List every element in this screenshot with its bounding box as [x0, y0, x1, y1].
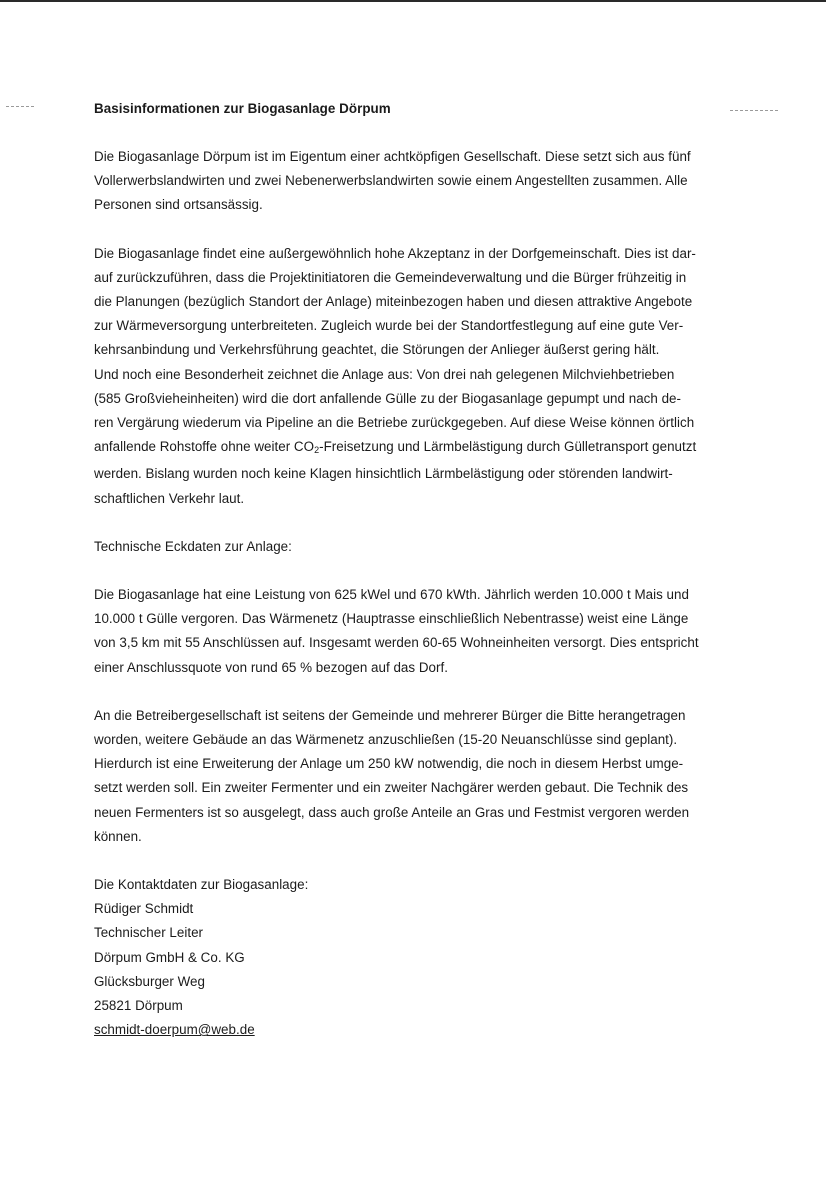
- text-line: Technische Eckdaten zur Anlage:: [94, 538, 292, 554]
- paragraph-acceptance: [94, 242, 734, 511]
- text-line: Die Biogasanlage Dörpum ist im Eigentum einer achtköpfigen Gesellschaft. Diese setzt sich aus fünf: [94, 149, 691, 164]
- scan-mark-left: [6, 106, 34, 107]
- co2-subscript: 2: [314, 445, 320, 456]
- text-fragment: -Freisetzung und Lärmbelästigung durch Gülletransport genutzt: [319, 439, 697, 455]
- text-line: schaftlichen Verkehr laut.: [94, 490, 245, 506]
- text-line: An die Betreibergesellschaft ist seitens der Gemeinde und mehrerer Bürger die Bitte herangetragen: [94, 707, 686, 723]
- text-line: Hierdurch ist eine Erweiterung der Anlage um 250 kW notwendig, die noch in diesem Herbst umge-: [94, 756, 684, 772]
- text-fragment: anfallende Rohstoffe ohne weiter CO: [94, 439, 315, 455]
- scan-edge-line: [0, 0, 826, 2]
- contact-role: Technischer Leiter: [94, 925, 204, 941]
- text-line: einer Anschlussquote von rund 65 % bezogen auf das Dorf.: [94, 659, 448, 675]
- contact-company: Dörpum GmbH & Co. KG: [94, 949, 245, 965]
- text-line: worden, weitere Gebäude an das Wärmenetz anzuschließen (15-20 Neuanschlüsse sind geplant).: [94, 732, 678, 748]
- text-line: können.: [94, 828, 142, 844]
- text-line: auf zurückzuführen, dass die Projektinitiatoren die Gemeindeverwaltung und die Bürger frühzeitig in: [94, 269, 687, 285]
- text-line-co2: [94, 435, 734, 462]
- text-line: Die Biogasanlage hat eine Leistung von 625 kWel und 670 kWth. Jährlich werden 10.000 t Mais und: [94, 587, 689, 603]
- text-line: von 3,5 km mit 55 Anschlüssen auf. Insgesamt werden 60-65 Wohneinheiten versorgt. Dies entspricht: [94, 635, 699, 651]
- contact-street: Glücksburger Weg: [94, 973, 205, 989]
- text-line: zur Wärmeversorgung unterbreiteten. Zugleich wurde bei der Standortfestlegung auf eine gute Ver-: [94, 318, 684, 334]
- paragraph-technical-data: [94, 583, 734, 680]
- text-line: Vollerwerbslandwirten und zwei Nebenerwerbslandwirten sowie einem Angestellten zusammen. Alle: [94, 173, 688, 189]
- document-title: Basisinformationen zur Biogasanlage Dörpum: [94, 101, 391, 116]
- text-line: kehrsanbindung und Verkehrsführung geachtet, die Störungen der Anlieger äußerst gering hält.: [94, 342, 660, 358]
- contact-email-wrapper: [94, 1018, 734, 1042]
- technical-heading: [94, 535, 734, 559]
- text-line: Personen sind ortsansässig.: [94, 197, 263, 213]
- text-line: Und noch eine Besonderheit zeichnet die Anlage aus: Von drei nah gelegenen Milchviehbetrieben: [94, 366, 675, 382]
- text-line: setzt werden soll. Ein zweiter Fermenter und ein zweiter Nachgärer werden gebaut. Die Technik des: [94, 780, 689, 796]
- document-body: [94, 99, 734, 1067]
- paragraph-ownership: [94, 145, 734, 218]
- text-line: neuen Fermenters ist so ausgelegt, dass auch große Anteile an Gras und Festmist vergoren werden: [94, 804, 690, 820]
- text-line: 10.000 t Gülle vergoren. Das Wärmenetz (Hauptrasse einschließlich Nebentrasse) weist eine Länge: [94, 611, 689, 627]
- contact-name: Rüdiger Schmidt: [94, 901, 194, 917]
- text-line: ren Vergärung wiederum via Pipeline an die Betriebe zurückgegeben. Auf diese Weise können örtlich: [94, 415, 695, 431]
- paragraph-expansion: [94, 704, 734, 849]
- text-line: (585 Großvieheinheiten) wird die dort anfallende Gülle zu der Biogasanlage gepumpt und nach de-: [94, 390, 681, 406]
- text-line: Die Biogasanlage findet eine außergewöhnlich hohe Akzeptanz in der Dorfgemeinschaft. Dies ist dar-: [94, 245, 696, 261]
- contact-email-link[interactable]: schmidt-doerpum@web.de: [94, 1022, 255, 1038]
- text-line: werden. Bislang wurden noch keine Klagen hinsichtlich Lärmbelästigung oder störenden landwirt-: [94, 466, 673, 482]
- text-line: die Planungen (bezüglich Standort der Anlage) miteinbezogen haben und diesen attraktive Angebote: [94, 294, 693, 310]
- contact-heading: Die Kontaktdaten zur Biogasanlage:: [94, 877, 309, 893]
- contact-city: 25821 Dörpum: [94, 998, 183, 1014]
- contact-block: [94, 873, 734, 1042]
- scan-mark-right: [730, 110, 778, 111]
